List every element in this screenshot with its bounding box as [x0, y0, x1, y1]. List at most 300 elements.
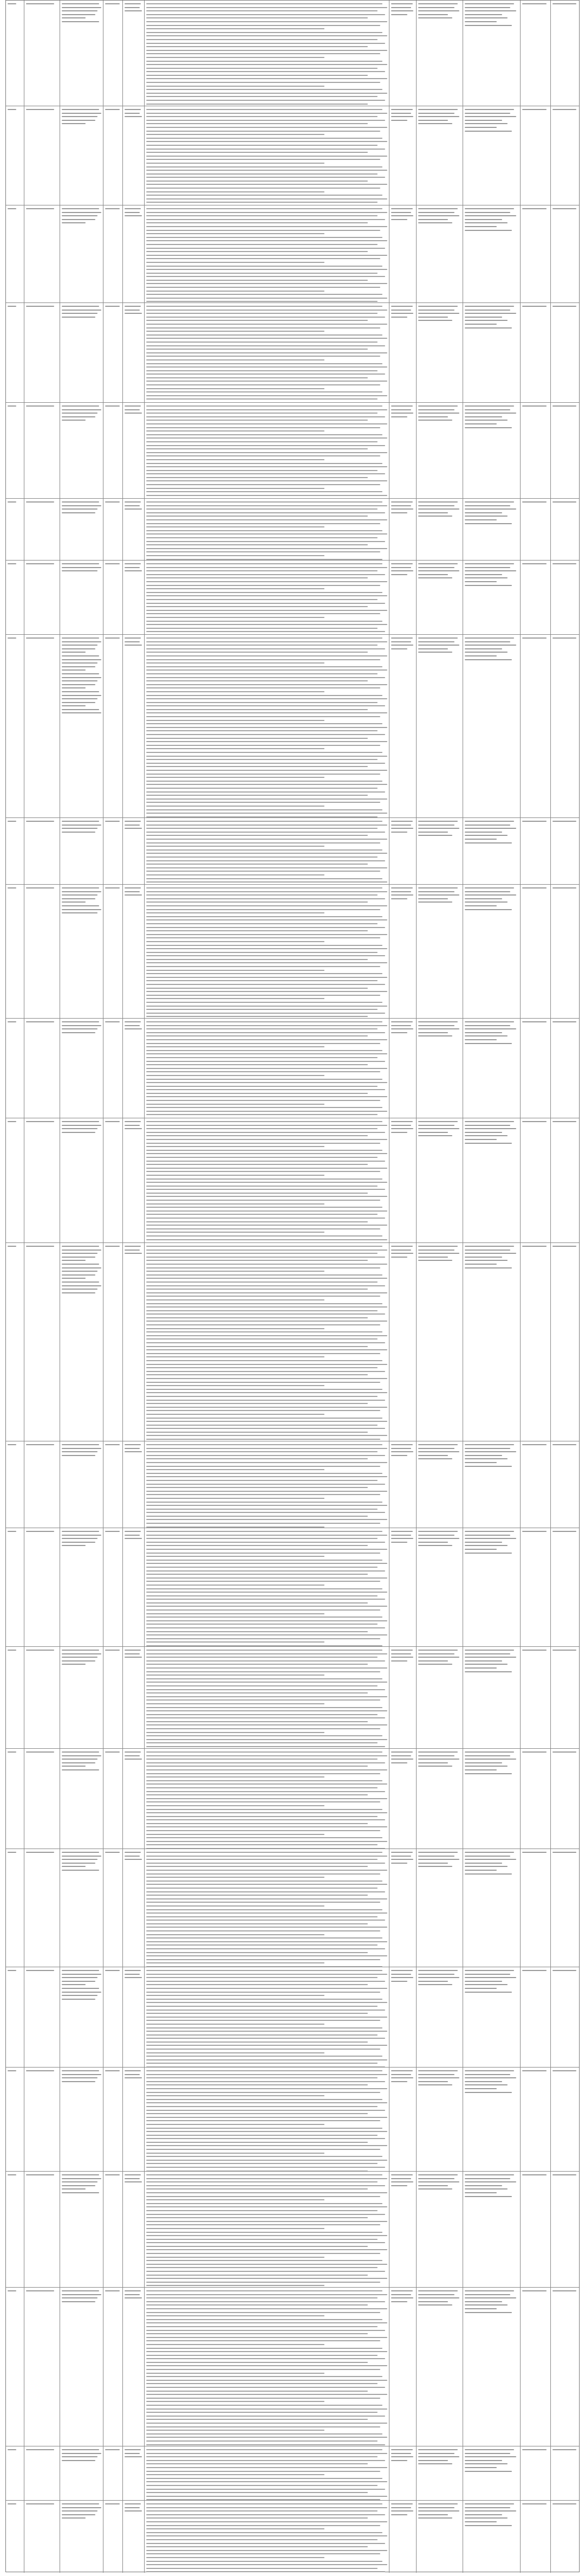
text-line [465, 2304, 508, 2305]
text-line [146, 581, 387, 582]
text-line [465, 1650, 514, 1651]
text-line [391, 508, 413, 510]
text-line [146, 1535, 387, 1536]
text-line [465, 1132, 502, 1133]
text-line [62, 687, 86, 688]
text-line [146, 459, 324, 460]
text-line [522, 2174, 547, 2175]
text-line [146, 1755, 387, 1756]
text-line [418, 1766, 452, 1767]
text-line [62, 1984, 86, 1985]
cell-item-code [24, 1243, 60, 1441]
cell-item-code [24, 106, 60, 205]
text-line [146, 484, 380, 485]
text-line [62, 1657, 98, 1658]
unreadable-text-block [552, 563, 578, 564]
text-line [146, 1560, 382, 1561]
unreadable-text-block [418, 563, 461, 578]
unreadable-text-block [465, 1852, 518, 1875]
unreadable-text-block [62, 2449, 101, 2461]
text-line [146, 2221, 387, 2222]
text-line [146, 1657, 378, 1658]
unreadable-text-block [26, 501, 58, 503]
text-line [465, 905, 497, 906]
text-line [146, 2088, 387, 2089]
text-line [146, 1082, 387, 1083]
cell-implementing-subject [123, 2446, 145, 2500]
unreadable-text-block [8, 2449, 22, 2450]
text-line [146, 1425, 378, 1426]
text-line [146, 28, 324, 29]
cell-level [521, 303, 551, 402]
text-line [26, 1751, 54, 1753]
text-line [105, 1021, 120, 1022]
text-line [146, 698, 387, 699]
text-line [391, 313, 413, 314]
text-line [146, 1178, 382, 1180]
cell-level [521, 2288, 551, 2446]
cell-legal-basis [145, 561, 389, 634]
text-line [146, 2020, 380, 2021]
text-line [146, 317, 385, 318]
text-line [146, 756, 387, 757]
text-line [146, 791, 385, 793]
cell-item-code [24, 2288, 60, 2446]
unreadable-text-block [146, 1021, 387, 1118]
text-line [391, 219, 407, 220]
text-line [146, 1189, 385, 1190]
unreadable-text-block [8, 821, 22, 822]
text-line [465, 1755, 510, 1756]
text-line [146, 1182, 387, 1183]
text-line [146, 1717, 385, 1718]
text-line [105, 1246, 120, 1247]
text-line [105, 1650, 120, 1651]
text-line [125, 501, 141, 503]
cell-responsibility-stage [417, 1118, 463, 1242]
text-line [62, 652, 86, 653]
text-line [146, 1581, 380, 1582]
cell-item-name [60, 2068, 103, 2171]
text-line [146, 2010, 385, 2011]
text-line [146, 1235, 382, 1237]
text-line [146, 1439, 380, 1440]
text-line [465, 212, 510, 213]
text-line [146, 191, 324, 192]
text-line [146, 1592, 387, 1593]
text-line [146, 1260, 368, 1261]
cell-regulatory-measures [463, 1019, 521, 1118]
text-line [465, 505, 510, 506]
text-line [146, 606, 368, 607]
text-line [125, 113, 140, 114]
text-line [146, 2351, 387, 2352]
text-line [62, 709, 99, 710]
text-line [391, 7, 411, 8]
text-line [62, 405, 99, 407]
text-line [146, 2074, 387, 2075]
unreadable-text-block [391, 637, 414, 649]
text-line [418, 2304, 452, 2305]
text-line [391, 2070, 413, 2071]
text-line [391, 648, 407, 649]
text-line [26, 1531, 54, 1532]
text-line [146, 1079, 382, 1080]
text-line [465, 501, 514, 503]
text-line [465, 887, 514, 888]
text-line [146, 966, 380, 967]
text-line [146, 2301, 385, 2302]
unreadable-text-block [26, 563, 58, 564]
text-line [418, 1531, 458, 1532]
cell-item-type [103, 1019, 123, 1118]
text-line [146, 2449, 382, 2450]
text-line [522, 1650, 547, 1651]
unreadable-text-block [465, 821, 518, 843]
text-line [465, 1852, 514, 1853]
table-row [6, 1647, 579, 1749]
text-line [465, 2521, 497, 2522]
text-line [26, 2290, 54, 2291]
text-line [465, 1535, 510, 1536]
cell-level [521, 1, 551, 106]
cell-item-type [103, 1967, 123, 2067]
text-line [105, 1121, 120, 1122]
cell-level [521, 205, 551, 302]
text-line [146, 1002, 382, 1003]
unreadable-text-block [105, 2070, 121, 2071]
text-line [125, 505, 140, 506]
text-line [391, 887, 413, 888]
text-line [146, 342, 378, 343]
text-line [418, 2456, 459, 2457]
text-line [146, 1267, 380, 1268]
text-line [146, 1271, 324, 1272]
text-line [146, 1812, 387, 1813]
unreadable-text-block [146, 306, 387, 402]
text-line [146, 1175, 324, 1176]
text-line [465, 21, 497, 22]
text-line [62, 420, 86, 421]
text-line [465, 310, 510, 311]
unreadable-text-block [105, 563, 121, 564]
text-line [146, 1930, 380, 1931]
table-row [6, 1441, 579, 1528]
text-line [146, 2326, 378, 2327]
text-line [125, 1028, 142, 1029]
table-row [6, 561, 579, 635]
cell-level [521, 1749, 551, 1849]
unreadable-text-block [552, 501, 578, 503]
cell-responsibility-tier [389, 2501, 417, 2573]
text-line [105, 821, 120, 822]
text-line [8, 1751, 16, 1753]
text-line [146, 2013, 368, 2014]
text-line [125, 1025, 140, 1026]
text-line [146, 2042, 368, 2043]
text-line [146, 43, 385, 44]
cell-responsibility-stage [417, 303, 463, 402]
text-line [8, 821, 16, 822]
text-line [146, 567, 387, 568]
text-line [105, 501, 120, 503]
text-line [125, 2181, 142, 2182]
unreadable-text-block [105, 821, 121, 822]
text-line [146, 948, 387, 949]
text-line [391, 570, 413, 571]
text-line [146, 1638, 380, 1639]
unreadable-text-block [465, 2174, 518, 2197]
text-line [146, 1396, 378, 1397]
text-line [391, 2456, 413, 2457]
cell-level [521, 635, 551, 817]
text-line [146, 1920, 385, 1921]
text-line [391, 1257, 407, 1258]
text-line [146, 345, 385, 346]
unreadable-text-block [522, 1021, 549, 1022]
text-line [418, 1755, 454, 1756]
cell-regulatory-measures [463, 2288, 521, 2446]
text-line [146, 2394, 387, 2395]
text-line [465, 2178, 510, 2179]
text-line [552, 2174, 576, 2175]
text-line [418, 310, 454, 311]
unreadable-text-block [418, 1444, 461, 1459]
text-line [146, 104, 368, 105]
text-line [146, 937, 380, 938]
text-line [391, 120, 407, 121]
text-line [105, 1444, 120, 1445]
unreadable-text-block [465, 2503, 518, 2526]
cell-responsibility-tier [389, 106, 417, 205]
unreadable-text-block [105, 1650, 121, 1651]
text-line [418, 7, 454, 8]
text-line [146, 1032, 385, 1033]
unreadable-text-block [146, 405, 387, 498]
cell-item-name [60, 2288, 103, 2446]
cell-item-type [103, 2068, 123, 2171]
unreadable-text-block [146, 501, 387, 560]
cell-item-code [24, 1967, 60, 2067]
text-line [146, 1480, 378, 1481]
cell-regulatory-measures [463, 635, 521, 817]
text-line [465, 113, 510, 114]
text-line [418, 320, 452, 321]
text-line [418, 508, 459, 510]
text-line [62, 637, 99, 639]
cell-responsibility-tier [389, 303, 417, 402]
text-line [391, 3, 413, 4]
text-line [552, 1852, 576, 1853]
text-line [465, 1025, 510, 1026]
text-line [146, 166, 382, 168]
cell-item-name [60, 2446, 103, 2500]
text-line [62, 1448, 101, 1449]
text-line [418, 215, 459, 216]
text-line [146, 50, 387, 51]
text-line [146, 2398, 380, 2399]
cell-implementing-subject [123, 403, 145, 498]
cell-regulatory-measures [463, 303, 521, 402]
text-line [465, 1766, 508, 1767]
text-line [522, 2503, 547, 2504]
unreadable-text-block [146, 1970, 387, 2067]
text-line [8, 306, 16, 307]
text-line [146, 10, 378, 11]
text-line [125, 2174, 141, 2175]
cell-legal-basis [145, 1019, 389, 1118]
text-line [146, 1735, 382, 1736]
text-line [146, 395, 387, 396]
text-line [146, 46, 368, 47]
text-line [146, 2546, 368, 2547]
text-line [146, 763, 385, 764]
unreadable-text-block [62, 1531, 101, 1546]
text-line [391, 1653, 411, 1654]
text-line [8, 1531, 16, 1532]
text-line [418, 2074, 454, 2075]
text-line [125, 215, 142, 216]
text-line [146, 2467, 387, 2468]
text-line [465, 2084, 508, 2085]
text-line [125, 1977, 142, 1978]
text-line [146, 2380, 387, 2381]
text-line [146, 370, 378, 371]
text-line [26, 1650, 54, 1651]
cell-remark [551, 499, 580, 560]
text-line [146, 1064, 368, 1065]
cell-item-type [103, 205, 123, 302]
text-line [465, 641, 510, 642]
text-line [146, 377, 368, 378]
table-row [6, 499, 579, 561]
cell-item-code [24, 205, 60, 302]
text-line [465, 127, 497, 128]
unreadable-text-block [522, 1444, 549, 1445]
unreadable-text-block [418, 1852, 461, 1867]
text-line [146, 1028, 378, 1029]
unreadable-text-block [465, 1021, 518, 1044]
cell-legal-basis [145, 818, 389, 884]
text-line [146, 530, 382, 531]
text-line [146, 1353, 380, 1354]
cell-implementing-subject [123, 1749, 145, 1849]
unreadable-text-block [391, 1246, 414, 1258]
text-line [146, 1385, 324, 1386]
cell-responsibility-stage [417, 1243, 463, 1441]
text-line [146, 2444, 385, 2445]
text-line [146, 248, 385, 249]
text-line [146, 1823, 368, 1824]
text-line [146, 628, 378, 629]
text-line [391, 14, 407, 15]
text-line [146, 195, 382, 196]
unreadable-text-block [522, 821, 549, 822]
text-line [391, 574, 407, 575]
text-line [146, 1171, 380, 1172]
text-line [26, 501, 54, 503]
text-line [146, 1139, 387, 1140]
text-line [146, 1888, 378, 1889]
text-line [391, 2460, 407, 2461]
text-line [146, 1937, 382, 1939]
cell-item-type [103, 885, 123, 1018]
cell-responsibility-tier [389, 2446, 417, 2500]
text-line [146, 1335, 387, 1336]
text-line [418, 2084, 452, 2085]
text-line [62, 909, 101, 910]
text-line [146, 2330, 385, 2331]
unreadable-text-block [418, 306, 461, 321]
text-line [418, 1762, 448, 1763]
text-line [62, 1988, 99, 1989]
text-line [391, 310, 411, 311]
text-line [465, 909, 512, 910]
cell-item-name [60, 1118, 103, 1242]
text-line [62, 501, 99, 503]
unreadable-text-block [125, 637, 142, 646]
text-line [146, 1214, 378, 1215]
text-line [146, 2228, 324, 2229]
text-line [146, 839, 387, 840]
text-line [146, 1809, 382, 1810]
text-line [146, 2319, 382, 2320]
text-line [146, 603, 385, 604]
text-line [146, 1682, 387, 1683]
text-line [125, 821, 141, 822]
text-line [26, 405, 54, 407]
unreadable-text-block [391, 1852, 414, 1864]
text-line [146, 2416, 385, 2417]
cell-item-type [103, 1749, 123, 1849]
text-line [146, 2188, 368, 2189]
text-line [146, 637, 382, 639]
cell-item-code [24, 303, 60, 402]
cell-item-name [60, 499, 103, 560]
unreadable-text-block [26, 637, 58, 639]
text-line [146, 1328, 324, 1329]
cell-responsibility-stage [417, 499, 463, 560]
text-line [391, 2297, 413, 2298]
text-line [146, 1977, 378, 1978]
text-line [146, 1086, 378, 1087]
text-line [146, 684, 387, 685]
text-line [465, 585, 512, 586]
unreadable-text-block [125, 1970, 142, 1978]
text-line [62, 7, 101, 8]
text-line [418, 109, 458, 110]
text-line [146, 17, 368, 18]
cell-remark [551, 2501, 580, 2573]
text-line [146, 1538, 378, 1539]
text-line [125, 116, 142, 117]
text-line [465, 577, 508, 578]
text-line [146, 2517, 368, 2519]
text-line [62, 10, 98, 11]
text-line [146, 1675, 324, 1676]
text-line [146, 215, 378, 216]
unreadable-text-block [522, 208, 549, 209]
unreadable-text-block [522, 2503, 549, 2504]
text-line [146, 1111, 387, 1112]
text-line [391, 413, 413, 414]
text-line [146, 2308, 387, 2309]
text-line [465, 1267, 512, 1268]
text-line [418, 1028, 459, 1029]
text-line [62, 1121, 99, 1122]
document-table [5, 0, 580, 2572]
unreadable-text-block [125, 2070, 142, 2078]
